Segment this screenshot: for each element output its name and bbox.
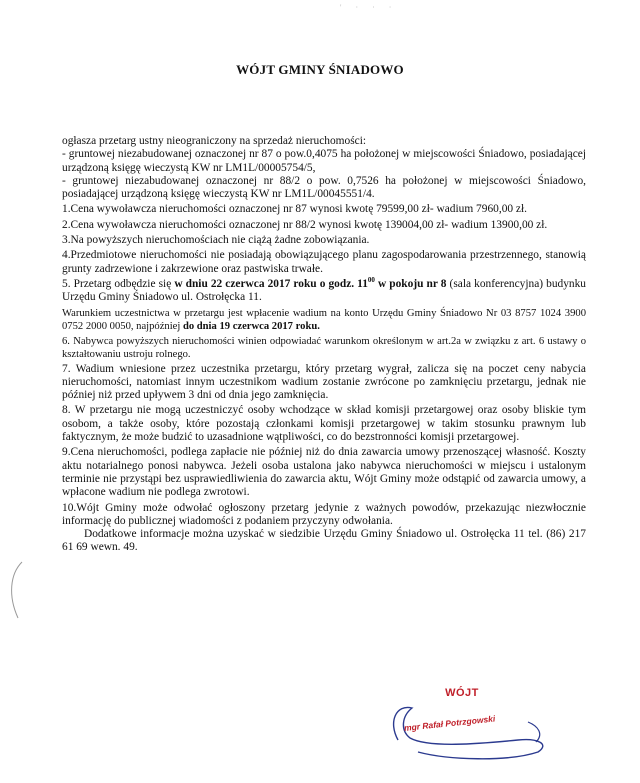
paragraph-7: 7. Wadium wniesione przez uczestnika przetargu, który przetarg wygrał, zalicza się na poczet ceny nabycia nieruchomości, natomiast innym uczestnikom wadium zostanie zwrócone po zamknięciu przetargu, jednak nie później niż przed upływem 3 dni od dnia jego zamknięcia. xyxy=(62,362,586,402)
paragraph-2: 2.Cena wywoławcza nieruchomości oznaczonej nr 88/2 wynosi kwotę 139004,00 zł- wadium 13900,00 zł. xyxy=(62,218,548,231)
paragraph-3: 3.Na powyższych nieruchomościach nie ciążą żadne zobowiązania. xyxy=(62,234,370,247)
stamp-signatory-name: mgr Rafał Potrzgowski xyxy=(403,713,496,733)
paragraph-10: 10.Wójt Gminy może odwołać ogłoszony przetarg jedynie z ważnych powodów, przekazując niezwłocznie informację do publicznej wiadomości z podaniem przyczyny odwołania. xyxy=(62,501,586,527)
paragraph-1: 1.Cena wywoławcza nieruchomości oznaczonej nr 87 wynosi kwotę 79599,00 zł- wadium 7960,00 zł. xyxy=(62,203,527,216)
scan-edge-mark xyxy=(0,560,30,620)
announcement-body xyxy=(62,135,586,555)
property-item-88-2: - gruntowej niezabudowanej oznaczonej nr 88/2 o pow. 0,7526 ha położonej w miejscowości Śniadowo, posiadającej urządzoną księgę wieczystą KW nr LM1L/00045551/4. xyxy=(62,174,586,201)
paragraph-5 xyxy=(62,278,586,305)
additional-info-paragraph: Dodatkowe informacje można uzyskać w siedzibie Urzędu Gminy Śniadowo ul. Ostrołęcka 11 tel. (86) 217 61 69 wewn. 49. xyxy=(62,528,586,554)
deposit-paragraph xyxy=(62,307,586,333)
scan-artifacts: ' · · · xyxy=(340,3,398,12)
paragraph-5-tail: (sala konferencyjna) budynku Urzędu Gminy Śniadowo ul. Ostrołęcka 11. xyxy=(62,277,586,304)
auction-room: w pokoju nr 8 xyxy=(374,277,447,290)
paragraph-5-lead: 5. Przetarg odbędzie się xyxy=(62,277,175,290)
paragraph-4: 4.Przedmiotowe nieruchomości nie posiadają obowiązującego planu zagospodarowania przestrzennego, stanowią grunty zadrzewione i zakrzewione oraz pastwiska trwałe. xyxy=(62,249,586,275)
deposit-deadline: do dnia 19 czerwca 2017 roku. xyxy=(182,320,320,332)
paragraph-9: 9.Cena nieruchomości, podlega zapłacie nie później niż do dnia zawarcia umowy przenoszącej własność. Koszty aktu notarialnego ponosi nabywca. Jeżeli osoba ustalona jako nabywca nieruchomości w miejscu i ustalonym terminie nie przystąpi bez usprawiedliwienia do zawarcia aktu, Wójt Gminy może odstąpić od zawarcia umowy, a wpłacone wadium nie podlega zwrotowi. xyxy=(62,446,586,499)
official-stamp xyxy=(388,682,556,760)
page-title: WÓJT GMINY ŚNIADOWO xyxy=(236,62,404,77)
intro-paragraph: ogłasza przetarg ustny nieograniczony na sprzedaż nieruchomości: xyxy=(62,135,367,147)
auction-time-minutes: 00 xyxy=(367,276,375,285)
stamp-title: WÓJT xyxy=(445,687,479,699)
auction-date: w dniu 22 czerwca 2017 roku o godz. 11 xyxy=(174,277,368,290)
deposit-lead: Warunkiem uczestnictwa w przetargu jest wpłacenie wadium na konto Urzędu Gminy Śniadowo Nr 03 8757 1024 3900 0752 2000 0050, najpóźniej xyxy=(62,307,586,332)
paragraph-8: 8. W przetargu nie mogą uczestniczyć osoby wchodzące w skład komisji przetargowej oraz osoby bliskie tym osobom, a także osoby, które pozostają członkami komisji przetargowej w takim stosunku prawnym lub faktycznym, że może budzić to uzasadnione wątpliwości, co do bezstronności komisji przetargowej. xyxy=(62,404,586,444)
property-item-87: - gruntowej niezabudowanej oznaczonej nr 87 o pow.0,4075 ha położonej w miejscowości Śniadowo, posiadającej urządzoną księgę wieczystą KW nr LM1L/00005754/5, xyxy=(62,148,586,174)
paragraph-6: 6. Nabywca powyższych nieruchomości winien odpowiadać warunkom określonym w art.2a w związku z art. 6 ustawy o kształtowaniu ustroju rolnego. xyxy=(62,335,586,360)
